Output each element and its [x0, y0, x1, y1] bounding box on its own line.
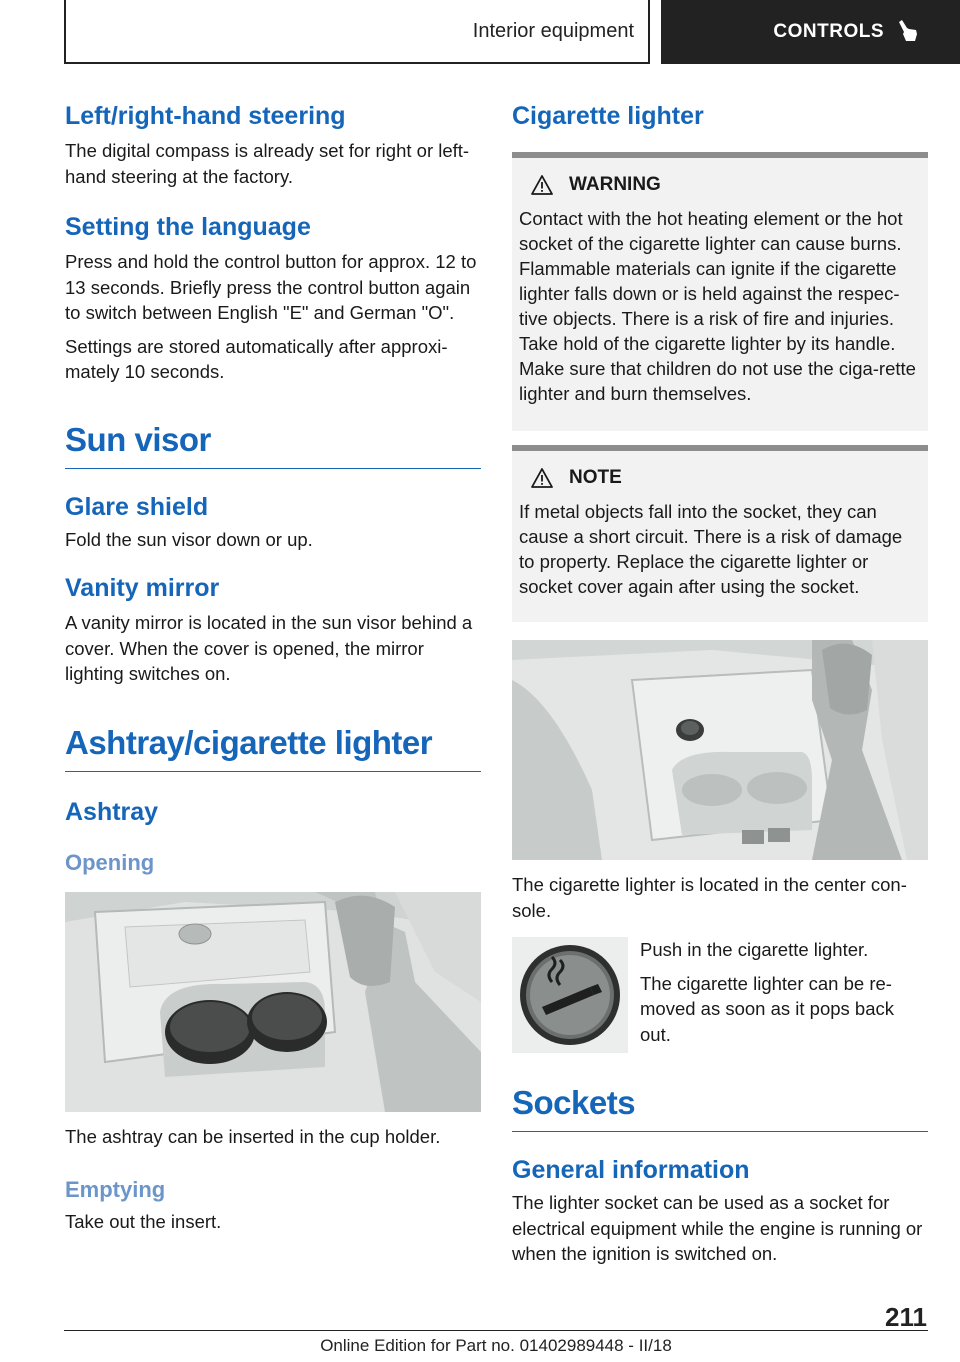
emptying-heading: Emptying	[65, 1177, 166, 1202]
warning-triangle-icon	[531, 175, 553, 195]
warning-text: Contact with the hot heating element or the hot socket of the cigarette lighter can cause burns. Flammable materials can ignite if the cigarette lighter falls down or is held against the respec-tive objects. There is a risk of fire and injuries. Take hold of the cigarette lighter by its handle. Make sure that children do not use the ciga-rette lighter and burn themselves.	[519, 208, 916, 404]
lighter-location-caption: The cigarette lighter is located in the center con-sole.	[512, 874, 907, 921]
pointing-hand-icon	[894, 19, 920, 45]
section-tab	[64, 0, 650, 64]
push-lighter-row	[512, 937, 928, 1053]
language-heading: Setting the language	[65, 213, 311, 241]
language-text-2: Settings are stored automatically after approxi-mately 10 seconds.	[65, 335, 448, 382]
center-console-lighter-image	[512, 640, 928, 860]
chapter-title: CONTROLS	[773, 21, 884, 42]
cigarette-lighter-heading: Cigarette lighter	[512, 102, 704, 130]
note-text: If metal objects fall into the socket, they can cause a short circuit. There is a risk of damage to property. Replace the cigarette lighter or socket cover again after using the socket.	[519, 501, 903, 597]
footer-rule	[64, 1330, 928, 1331]
general-info-text: The lighter socket can be used as a socket for electrical equipment while the engine is running or when the ignition is switched on.	[512, 1192, 923, 1264]
ashtray-cupholder-image	[65, 892, 481, 1112]
ashtray-heading: Ashtray	[65, 797, 159, 826]
ashtray-caption: The ashtray can be inserted in the cup holder.	[65, 1125, 441, 1147]
push-lighter-text: Push in the cigarette lighter.	[640, 939, 869, 960]
lr-steering-text: The digital compass is already set for right or left-hand steering at the factory.	[65, 140, 470, 187]
language-text-1: Press and hold the control button for approx. 12 to 13 seconds. Briefly press the control button again to switch between English "E" and German "O".	[65, 251, 477, 323]
vanity-mirror-text: A vanity mirror is located in the sun visor behind a cover. When the cover is opened, the mirror lighting switches on.	[65, 612, 473, 684]
vanity-mirror-heading: Vanity mirror	[65, 574, 220, 602]
ashtray-lighter-heading: Ashtray/cigarette lighter	[65, 723, 481, 772]
warning-box	[512, 152, 928, 431]
right-column	[512, 100, 928, 1267]
lr-steering-heading: Left/right-hand steering	[65, 102, 346, 130]
glare-shield-heading: Glare shield	[65, 492, 209, 521]
note-triangle-icon	[531, 468, 553, 488]
emptying-text: Take out the insert.	[65, 1211, 222, 1232]
sun-visor-heading: Sun visor	[65, 420, 481, 469]
general-info-heading: General information	[512, 1156, 750, 1184]
sockets-heading: Sockets	[512, 1083, 928, 1132]
edition-text: Online Edition for Part no. 01402989448 - II/18	[320, 1336, 672, 1355]
remove-lighter-text: The cigarette lighter can be re-moved as soon as it pops back out.	[640, 972, 895, 1045]
page-header	[0, 0, 960, 64]
edition-footer	[64, 1336, 928, 1356]
warning-label: WARNING	[569, 174, 661, 195]
left-column	[65, 100, 481, 1235]
page-number: 211	[885, 1302, 927, 1332]
section-title: Interior equipment	[472, 19, 634, 42]
chapter-tab	[661, 0, 960, 64]
glare-shield-text: Fold the sun visor down or up.	[65, 528, 313, 550]
note-label: NOTE	[569, 467, 622, 488]
lighter-button-image	[512, 937, 628, 1053]
note-box	[512, 445, 928, 622]
opening-heading: Opening	[65, 849, 155, 875]
